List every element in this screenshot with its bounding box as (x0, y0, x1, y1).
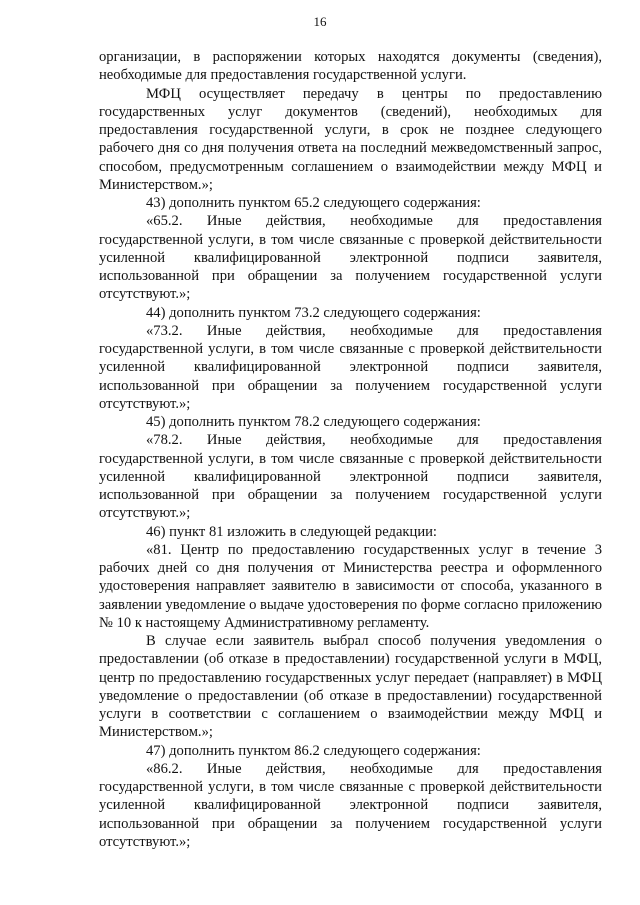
item-45: 45) дополнить пунктом 78.2 следующего содержания: (146, 414, 481, 430)
clause-65-2: «65.2. Иные действия, необходимые для предоставления государственной услуги, в том числе связанные с проверкой действительности усиленной квалифицированной электронной подписи заявителя, использованной при обращении за получением государственной услуги отсутствуют.»; (99, 213, 602, 303)
paragraph-mfc-transfer: МФЦ осуществляет передачу в центры по предоставлению государственных услуг документов (сведений), необходимых для предоставления государственной услуги, в срок не позднее следующего рабочего дня со дня получения ответа на последний межведомственный запрос, способом, предусмотренным соглашением о взаимодействии между МФЦ и Министерством.»; (99, 85, 602, 193)
item-44: 44) дополнить пунктом 73.2 следующего содержания: (146, 304, 481, 321)
page-number: 16 (313, 14, 327, 29)
clause-78-2: «78.2. Иные действия, необходимые для предоставления государственной услуги, в том числе связанные с проверкой действительности усиленной квалифицированной электронной подписи заявителя, использованной при обращении за получением государственной услуги отсутствуют.»; (99, 432, 602, 522)
clause-81-mfc: В случае если заявитель выбрал способ получения уведомления о предоставлении (об отказе в предоставлении) государственной услуги в МФЦ, центр по предоставлению государственных услуг передает (направляет) в МФЦ уведомление о предоставлении (об отказе в предоставлении) государственной услуги в соответствии с соглашением о взаимодействии между МФЦ и Министерством.»; (99, 633, 602, 741)
document-body (99, 48, 602, 851)
clause-86-2: «86.2. Иные действия, необходимые для предоставления государственной услуги, в том числе связанные с проверкой действительности усиленной квалифицированной электронной подписи заявителя, использованной при обращении за получением государственной услуги отсутствуют.»; (99, 760, 602, 850)
item-46: 46) пункт 81 изложить в следующей редакции: (146, 523, 437, 540)
paragraph-continuation: организации, в распоряжении которых находятся документы (сведения), необходимые для предоставления государственной услуги. (99, 49, 602, 84)
clause-81: «81. Центр по предоставлению государственных услуг в течение 3 рабочих дней со дня получения от Министерства реестра и оформленного удостоверения направляет заявителю в зависимости от способа, указанного в заявлении уведомление о выдаче удостоверения по форме согласно приложению № 10 к настоящему Административному регламенту. (99, 541, 602, 631)
item-47: 47) дополнить пунктом 86.2 следующего содержания: (146, 742, 481, 759)
item-43: 43) дополнить пунктом 65.2 следующего содержания: (146, 195, 481, 211)
clause-73-2: «73.2. Иные действия, необходимые для предоставления государственной услуги, в том числе связанные с проверкой действительности усиленной квалифицированной электронной подписи заявителя, использованной при обращении за получением государственной услуги отсутствуют.»; (99, 322, 602, 412)
